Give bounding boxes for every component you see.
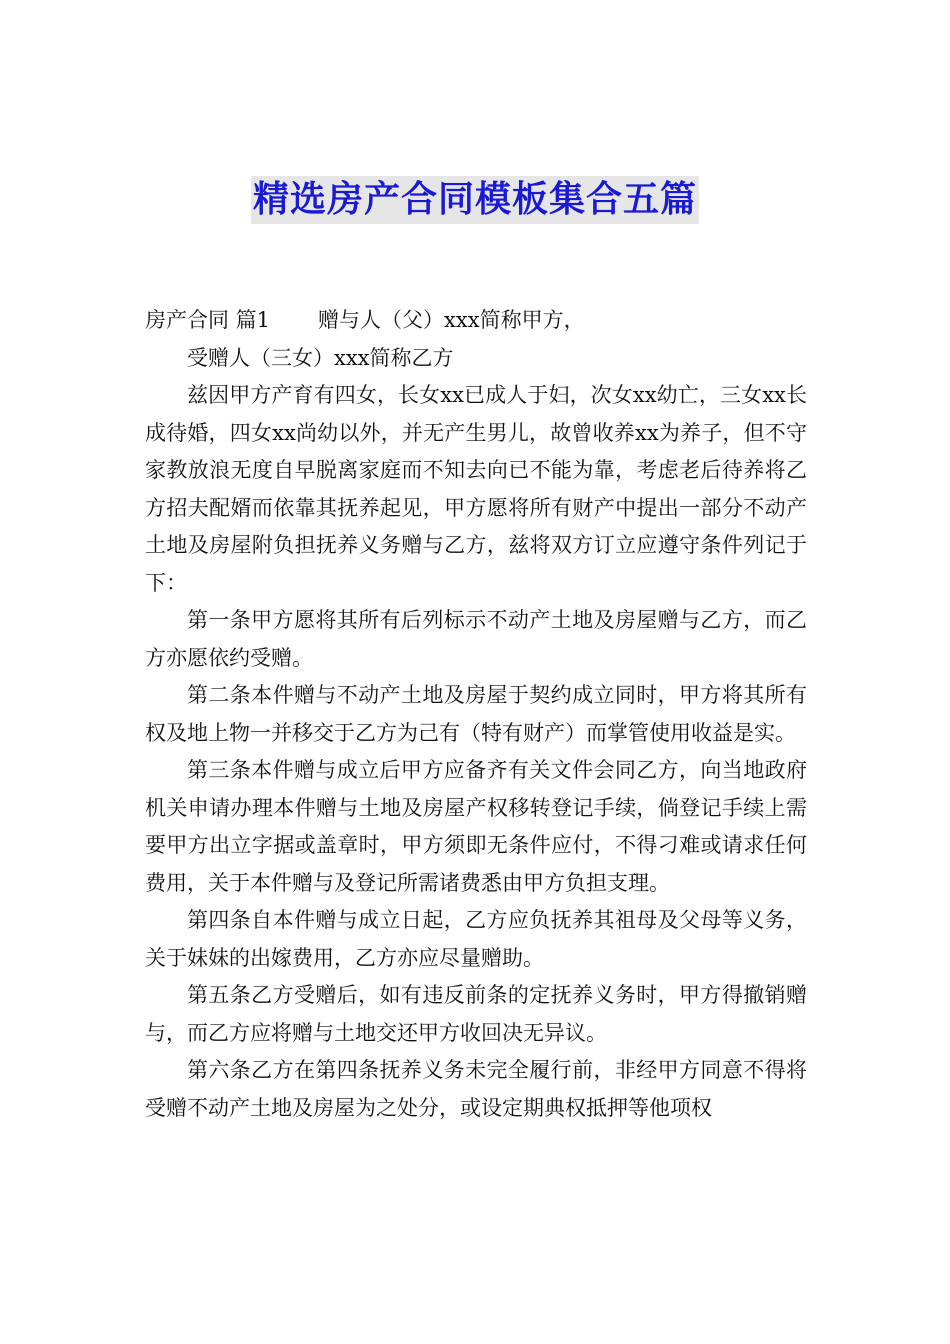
paragraph-5: 第二条本件赠与不动产土地及房屋于契约成立同时，甲方将其所有权及地上物一并移交于乙方为己有（特有财产）而掌管使用收益是实。 (145, 683, 807, 745)
paragraph-6: 第三条本件赠与成立后甲方应备齐有关文件会同乙方，向当地政府机关申请办理本件赠与土地及房屋产权移转登记手续，倘登记手续上需要甲方出立字据或盖章时，甲方须即无条件应付，不得刁难或请求任何费用，关于本件赠与及登记所需诸费悉由甲方负担支理。 (145, 758, 807, 895)
paragraph-9: 第六条乙方在第四条抚养义务未完全履行前，非经甲方同意不得将受赠不动产土地及房屋为之处分，或设定期典权抵押等他项权 (145, 1058, 807, 1120)
paragraph-4: 第一条甲方愿将其所有后列标示不动产土地及房屋赠与乙方，而乙方亦愿依约受赠。 (145, 608, 807, 670)
paragraph-1-text: 赠与人（父）xxx简称甲方， (318, 308, 585, 332)
paragraph-8: 第五条乙方受赠后，如有违反前条的定抚养义务时，甲方得撤销赠与，而乙方应将赠与土地交还甲方收回决无异议。 (145, 983, 807, 1045)
section-label: 房产合同 篇1 (145, 308, 271, 332)
paragraph-2: 受赠人（三女）xxx简称乙方 (187, 345, 454, 370)
document-title: 精选房产合同模板集合五篇 (251, 176, 699, 224)
paragraph-1 (145, 302, 807, 340)
title-container (0, 176, 950, 224)
paragraph-3: 兹因甲方产育有四女，长女xx已成人于妇，次女xx幼亡，三女xx长成待婚，四女xx尚幼以外，并无产生男儿，故曾收养xx为养子，但不守家教放浪无度自早脱离家庭而不知去向已不能为靠，考虑老后待养将乙方招夫配婿而依靠其抚养起见，甲方愿将所有财产中提出一部分不动产土地及房屋附负担抚养义务赠与乙方，兹将双方订立应遵守条件列记于下： (145, 383, 807, 595)
paragraph-7: 第四条自本件赠与成立日起，乙方应负抚养其祖母及父母等义务，关于妹妹的出嫁费用，乙方亦应尽量赠助。 (145, 908, 807, 970)
document-body (145, 302, 807, 1127)
